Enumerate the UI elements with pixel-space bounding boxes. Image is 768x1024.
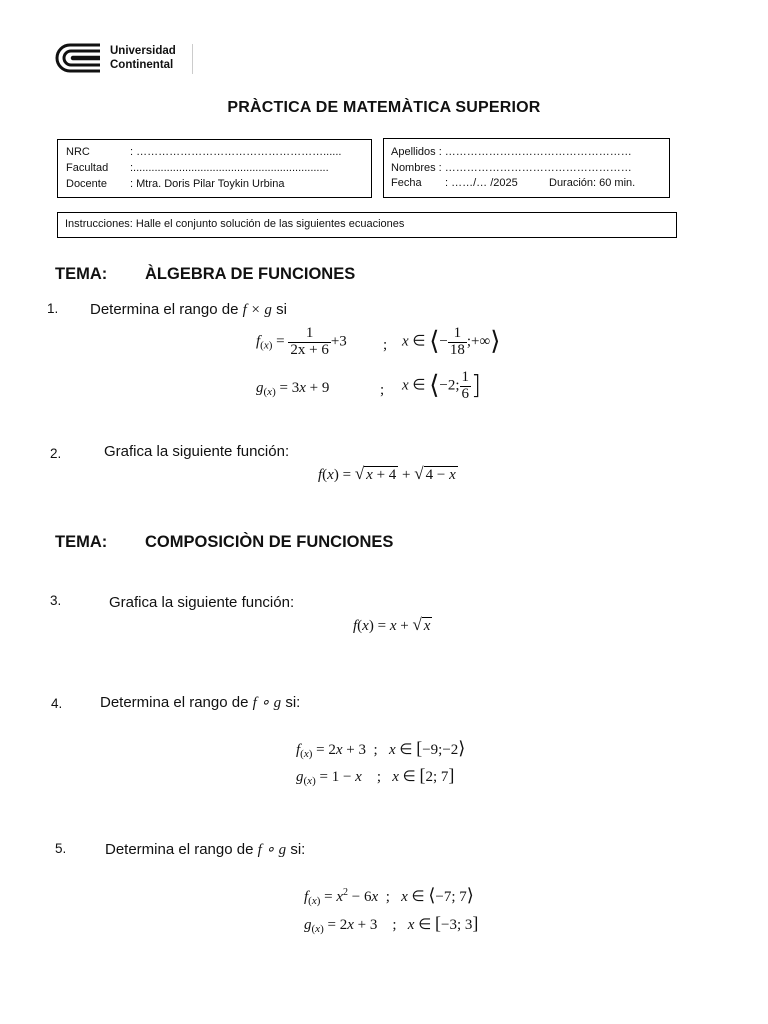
- separator: ;: [383, 337, 388, 353]
- duracion-value: Duración: 60 min.: [549, 177, 636, 189]
- docente-label: Docente: [66, 178, 107, 190]
- student-info-box: [57, 139, 372, 198]
- domain-f: x ∈ ⟨− $\frac{1}{18}$ ;+∞⟩: [402, 325, 501, 358]
- tema-label: TEMA:: [55, 533, 108, 551]
- equation-g: $g_{(x)} = 3x + 9$: [256, 380, 330, 398]
- apellidos-field: Apellidos : ……………………………………………: [391, 146, 632, 158]
- instructions-text: Instrucciones: Halle el conjunto solución de las siguientes ecuaciones: [65, 218, 405, 230]
- nrc-value: : ……………………………………………......: [130, 146, 342, 158]
- tema-name: ÀLGEBRA DE FUNCIONES: [145, 265, 356, 283]
- equation-q4-f: $f_{(x)} = 2x + 3$ ; x ∈ [−9;−2⟩: [296, 738, 466, 760]
- question-number: 1.: [47, 301, 59, 316]
- tema-label: TEMA:: [55, 265, 108, 283]
- question-suffix: si:: [285, 694, 301, 711]
- instructions-box: [57, 212, 677, 238]
- logo-text-line2: Continental: [110, 59, 174, 71]
- question-prompt: Determina el rango de: [105, 841, 254, 858]
- exam-info-box: [383, 138, 670, 198]
- tema-name: COMPOSICIÒN DE FUNCIONES: [145, 533, 394, 551]
- logo-text-line1: Universidad: [110, 45, 176, 57]
- equation-q4-g: $g_{(x)} = 1 - x$ ; x ∈ [2; 7]: [296, 765, 455, 787]
- nombres-field: Nombres : ……………………………………………: [391, 162, 632, 174]
- fecha-label: Fecha: [391, 177, 422, 189]
- question-text: Grafica la siguiente función:: [104, 443, 290, 460]
- question-prompt: Determina el rango de: [90, 301, 239, 318]
- logo-mark-icon: [52, 40, 104, 76]
- question-number: 4.: [51, 696, 63, 711]
- question-suffix: si:: [290, 841, 306, 858]
- question-text: Grafica la siguiente función:: [109, 594, 295, 611]
- nrc-label: NRC: [66, 146, 90, 158]
- facultad-value: :................................................................: [130, 162, 329, 174]
- question-prompt: Determina el rango de: [100, 694, 249, 711]
- question-number: 5.: [55, 841, 67, 856]
- question-suffix: si: [276, 301, 287, 318]
- logo-divider: [192, 44, 193, 74]
- operation-symbol: f ∘ g: [257, 842, 287, 858]
- question-text: [105, 840, 305, 859]
- university-logo: [52, 40, 197, 76]
- page-title: PRÀCTICA DE MATEMÀTICA SUPERIOR: [227, 99, 541, 116]
- equation-q5-f: $f_{(x)} = x^2 - 6x$ ; x ∈ ⟨−7; 7⟩: [304, 885, 474, 907]
- question-number: 2.: [50, 446, 62, 461]
- facultad-label: Facultad: [66, 162, 109, 174]
- constant-term: +3: [330, 333, 347, 350]
- separator: ;: [380, 382, 385, 398]
- equation-q2: f(x) = √ x + 4 + √ 4 − x: [318, 464, 456, 483]
- fraction: $\frac{1}{2x + 6}$: [290, 325, 329, 358]
- operation-symbol: f ∘ g: [252, 695, 282, 711]
- domain-g: x ∈ ⟨−2; $\frac{1}{6}$ ]: [402, 369, 482, 402]
- section-heading-algebra: [55, 265, 356, 284]
- equation-f: $f_{(x)}$ = $\frac{1}{2x + 6}$ +3: [256, 325, 347, 358]
- section-heading-composicion: [55, 533, 394, 552]
- fecha-value: : ……/… /2025: [445, 177, 518, 189]
- question-text: [100, 693, 300, 712]
- equation-q5-g: $g_{(x)} = 2x + 3$ ; x ∈ [−3; 3]: [304, 913, 479, 935]
- docente-value: : Mtra. Doris Pilar Toykin Urbina: [130, 178, 285, 190]
- question-number: 3.: [50, 593, 62, 608]
- operation-symbol: f × g: [242, 302, 272, 318]
- equation-q3: f(x) = x + √ x: [353, 615, 431, 634]
- question-text: [90, 301, 287, 319]
